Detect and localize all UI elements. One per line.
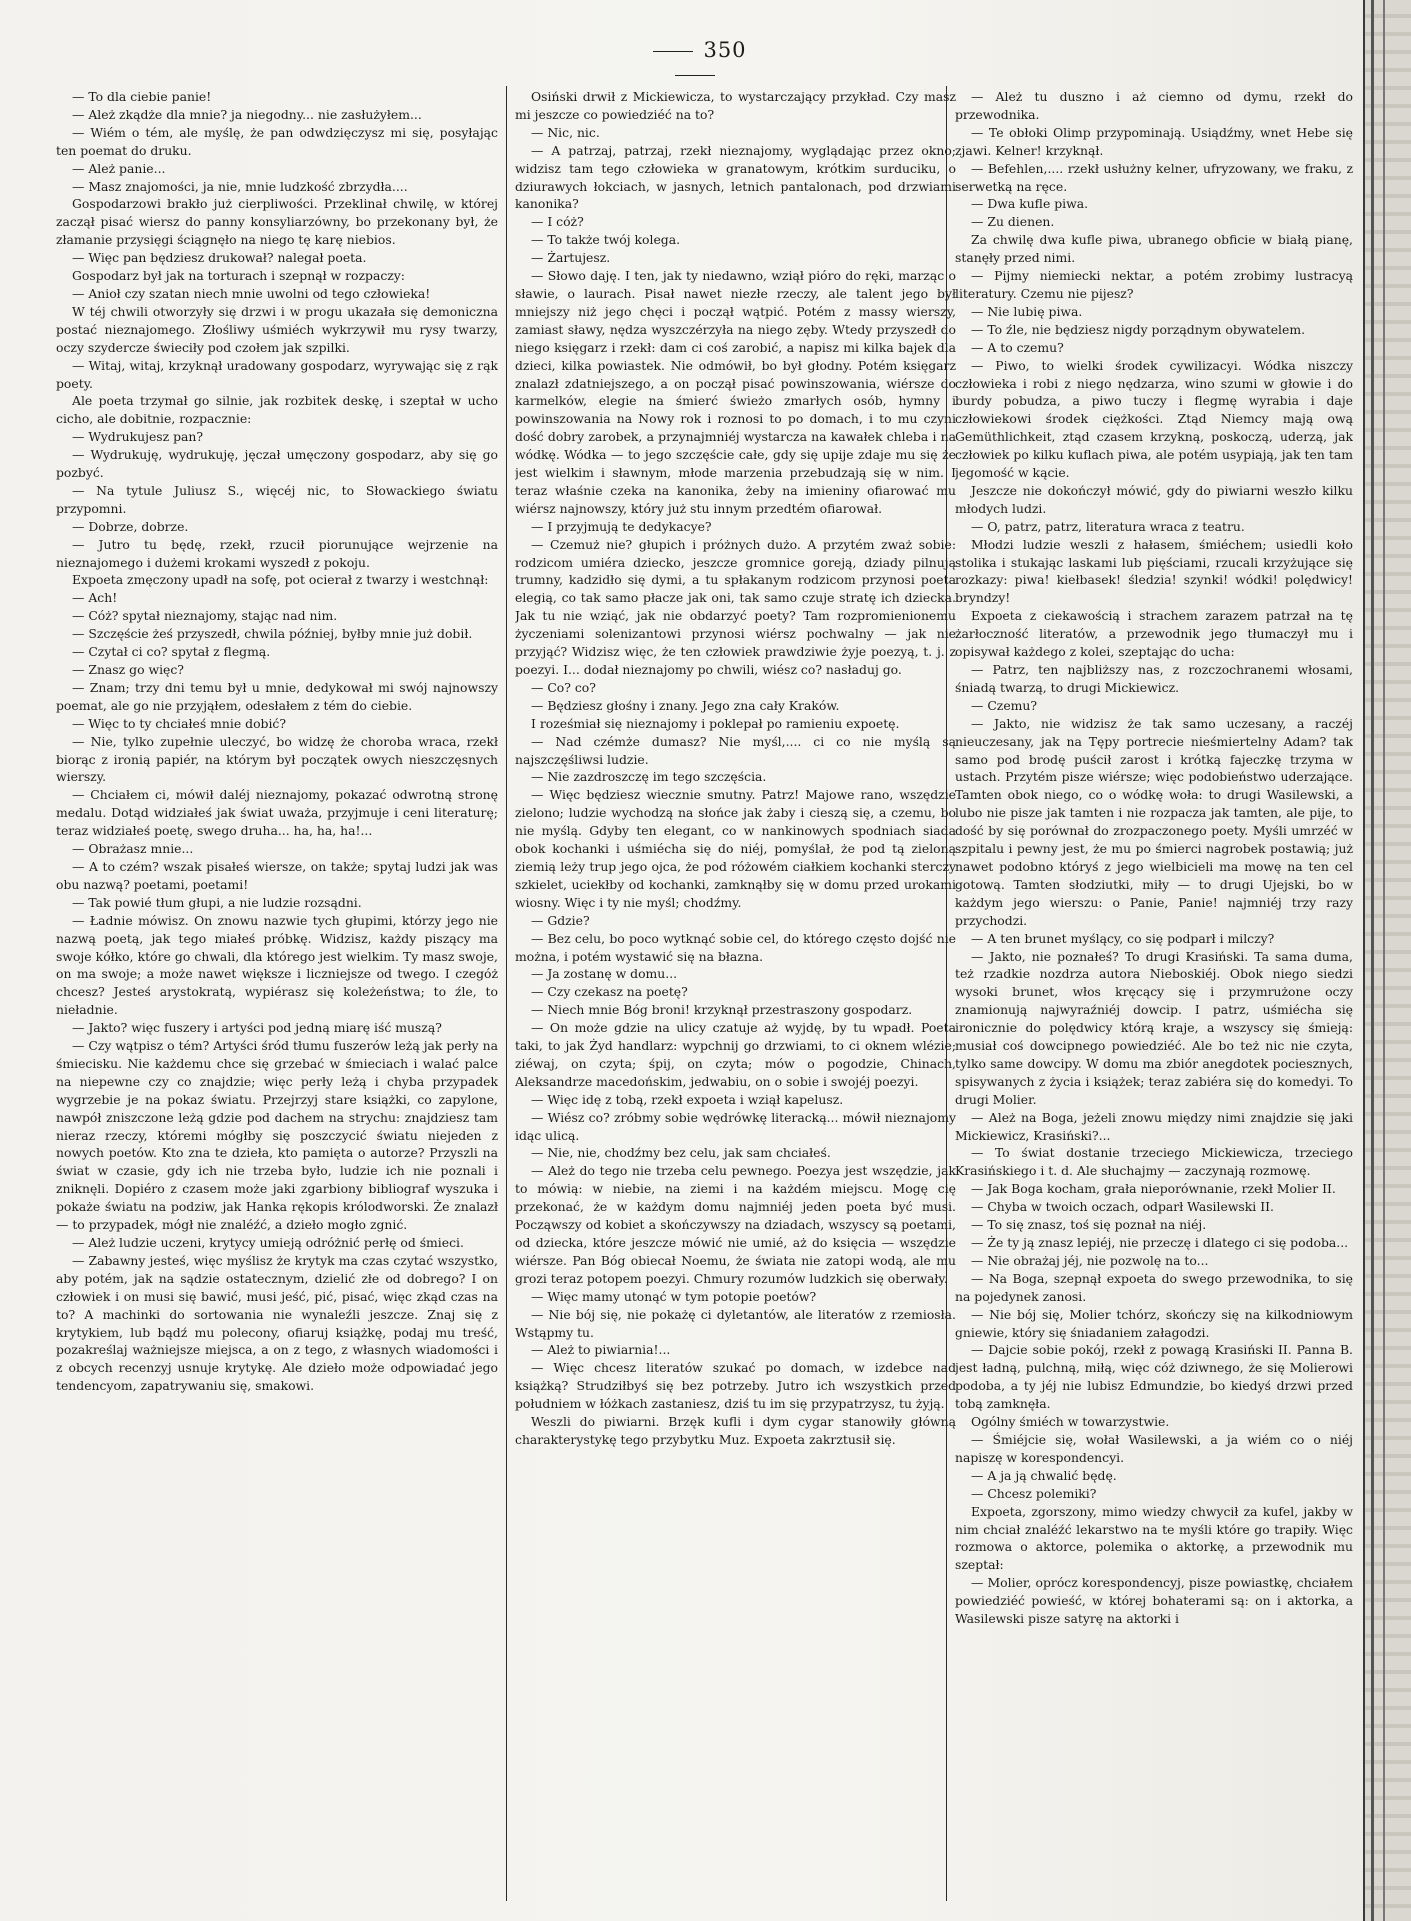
- paragraph: — Ależ zkądże dla mnie? ja niegodny... nie zasłużyłem...: [72, 106, 422, 122]
- paragraph: — Gdzie?: [531, 912, 590, 928]
- paragraph: — Patrz, ten najbliższy nas, z rozczochranemi włosami, śniadą twarzą, to drugi Mickiewicz.: [955, 662, 1353, 695]
- paragraph: — Ależ panie...: [72, 160, 166, 176]
- paragraph: — Piwo, to wielki środek cywilizacyi. Wódka niszczy człowieka i robi z niego nędzarza, wino szumi w głowie i do burdy pobudza, a piwo tuczy i flegmę wyrabia i daje człowiekowi środek ciężkości. Ztąd Niemcy mają ową Gemüthlichkeit, ztąd czasem krzykną, poskoczą, uderzą, jak człowiek po kilku kuflach piwa, ale potém usypiają, jak ten tam jegomość w kącie.: [955, 357, 1353, 481]
- paragraph: — A to czém? wszak pisałeś wiersze, on także; spytaj ludzi jak was obu nazwą? poetami, poetami!: [56, 858, 498, 892]
- paragraph: — Będziesz głośny i znany. Jego zna cały Kraków.: [531, 697, 840, 713]
- paragraph: — Czemu?: [971, 697, 1038, 713]
- text-column-2: [515, 88, 956, 1903]
- paragraph: — O, patrz, patrz, literatura wraca z teatru.: [971, 518, 1245, 534]
- paragraph: — I cóż?: [531, 214, 584, 230]
- paragraph: — Bez celu, bo poco wytknąć sobie cel, do którego często dojść nie można, i potém wystawić się na błazna.: [515, 930, 956, 964]
- paragraph: Ogólny śmiéch w towarzystwie.: [971, 1414, 1170, 1430]
- paragraph: — Czytał ci co? spytał z flegmą.: [72, 644, 271, 660]
- paragraph: — Jakto, nie poznałeś? To drugi Krasiński. Ta sama duma, też rzadkie nozdrza autora Nieboskiéj. Obok niego siedzi wysoki brunet, włos kręcący się i przymrużone oczy znamionują najwyraźniéj dowcip. I patrz, uśmiécha się ironicznie do polędwicy którą kraje, a wszyscy się śmieją: musiał coś dowcipnego powiedziéć. Ale bo też nic nie czyta, tylko same dowcipy. W domu ma zbiór anegdotek pociesznych, spisywanych z życia i książek; teraz zabiéra się do komedyi. To drugi Molier.: [955, 948, 1353, 1107]
- paragraph: — Nie zazdroszczę im tego szczęścia.: [531, 769, 767, 785]
- paragraph: — Dobrze, dobrze.: [72, 518, 189, 534]
- paragraph: — Znam; trzy dni temu był u mnie, dedykował mi swój najnowszy poemat, ale go nie przyjąłem, odesłałem z tém do ciebie.: [56, 679, 498, 713]
- paragraph: — Wydrukuję, wydrukuję, jęczał umęczony gospodarz, aby się go pozbyć.: [56, 447, 498, 481]
- paragraph: — Chciałem ci, mówił daléj nieznajomy, pokazać odwrotną stronę medalu. Dotąd widziałeś jak świat uważa, przyjmuje i ceni literaturę; teraz widziałeś poetę, swego druha... ha, ha, ha!...: [56, 787, 498, 839]
- paragraph: — Ależ ludzie uczeni, krytycy umieją odróżnić perłę od śmieci.: [72, 1235, 464, 1250]
- paragraph: — Więc chcesz literatów szukać po domach, w izdebce nad książką? Strudziłbyś się bez potrzeby. Jutro ich wszystkich przed południem w łóżkach zastaniesz, dziś tu im się przypatrzysz, tu żyją.: [515, 1360, 956, 1412]
- paragraph: — Nie, tylko zupełnie uleczyć, bo widzę że choroba wraca, rzekł biorąc z ironią papiér, na którym był początek owych nieszczęsnych wierszy.: [56, 733, 498, 785]
- paragraph: — Ależ na Boga, jeżeli znowu między nimi znajdzie się jaki Mickiewicz, Krasiński?...: [955, 1109, 1353, 1143]
- paragraph: — Więc to ty chciałeś mnie dobić?: [72, 715, 287, 731]
- paragraph: Młodzi ludzie weszli z hałasem, śmiéchem; usiedli koło stolika i stukając laskami lub pięściami, rzucali krzyżujące się rozkazy: piwa! kiełbasek! śledzia! szynki! wódki! polędwicy! bryndzy!: [955, 536, 1353, 606]
- book-binding-edge: [1363, 0, 1411, 1921]
- paragraph: — Dwa kufle piwa.: [971, 196, 1089, 212]
- paragraph: — A to czemu?: [971, 339, 1064, 355]
- paragraph: — Nie bój się, nie pokażę ci dyletantów, ale literatów z rzemiosła. Wstąpmy tu.: [515, 1306, 956, 1340]
- paragraph: — Ja zostanę w domu...: [531, 966, 678, 982]
- paragraph: — Befehlen,.... rzekł usłużny kelner, ufryzowany, we fraku, z serwetką na ręce.: [955, 160, 1353, 194]
- paragraph: — Jak Boga kocham, grała nieporównanie, rzekł Molier II.: [971, 1181, 1336, 1197]
- paragraph: Osiński drwił z Mickiewicza, to wystarczający przykład. Czy masz mi jeszcze co powiedziéć na to?: [515, 89, 956, 122]
- paragraph: — Witaj, witaj, krzyknął uradowany gospodarz, wyrywając się z rąk poety.: [56, 357, 498, 391]
- paragraph: — Więc będziesz wiecznie smutny. Patrz! Majowe rano, wszędzie zielono; ludzie wychodzą na słońce jak żaby i cieszą się, a czemu, bo nie myślą. Gdyby ten elegant, co w nankinowych spodniach siada obok kochanki i uśmiécha się do niéj, pomyślał, że pod tą zieloną ziemią leży trup jego ojca, że pod różowém ciałkiem kochanki sterczy szkielet, uciekłby od kochanki, zamknąłby się w domu przed urokami wiosny. Więc i ty nie myśl; chodźmy.: [515, 787, 956, 910]
- paragraph: — A patrzaj, patrzaj, rzekł nieznajomy, wyglądając przez okno; widzisz tam tego człowieka w granatowym, krótkim surduciku, o dziurawych łokciach, w jasnych, letnich pantalonach, pod drzwiami kanonika?: [515, 142, 956, 212]
- paragraph: — To źle, nie będziesz nigdy porządnym obywatelem.: [971, 321, 1306, 337]
- paragraph: — Że ty ją znasz lepiéj, nie przeczę i dlatego ci się podoba...: [971, 1235, 1349, 1250]
- paragraph: — Wydrukujesz pan?: [72, 429, 204, 445]
- paragraph: — Czemuż nie? głupich i próżnych dużo. A przytém zważ sobie: rodzicom umiéra dziecko, jeszcze gromnice goreją, dziady pilnują trumny, kadzidło się dymi, a tu spłakanym rodzicom przynosi poeta elegią, co tak samo płacze jak oni, tak samo czuje stratę ich dziecka. Jak tu nie wziąć, jak nie obdarzyć poety? Tam rozpromienionemu życzeniami solenizantowi przynosi wiérsz pochwalny — jak nie przyjąć? Widzisz więc, że ten człowiek prawdziwie żyje poezyą, t. j. z poezyi. I... dodał nieznajomy po chwili, wiész co? nasładuj go.: [515, 536, 956, 677]
- paragraph: — Zabawny jesteś, więc myślisz że krytyk ma czas czytać wszystko, aby potém, jak na sądzie ostatecznym, dzielić złe od dobrego? I on człowiek i on musi się bawić, musi jeść, pić, pisać, więc zkąd czas na to? A machinki do sortowania nie wynaleźli jeszcze. Znaj się z krytykiem, lub bądź mu polecony, ofiaruj książkę, podaj mu treść, pozakreślaj ważniejsze miejsca, a on z tego, z własnych wiadomości i z obcych recenzyj usnuje krytykę. Ale dzieło może odpowiadać jego tendencyom, zapatrywaniu się, smakowi.: [56, 1252, 498, 1394]
- paragraph: — Nic, nic.: [531, 124, 600, 140]
- paragraph: — Pijmy niemiecki nektar, a potém zrobimy lustracyą literatury. Czemu nie pijesz?: [955, 268, 1353, 301]
- column-rule-1: [506, 86, 507, 1901]
- paragraph: Ale poeta trzymał go silnie, jak rozbitek deskę, i szeptał w ucho cicho, ale dobitnie, rozpacznie:: [56, 393, 498, 427]
- paragraph: — Ależ tu duszno i aż ciemno od dymu, rzekł do przewodnika.: [955, 89, 1353, 122]
- paragraph: — Zu dienen.: [971, 214, 1055, 230]
- paragraph: — A ja ją chwalić będę.: [971, 1467, 1117, 1483]
- paragraph: — Obrażasz mnie...: [72, 841, 194, 857]
- paragraph: — Ależ to piwiarnia!...: [531, 1342, 671, 1358]
- paragraph: Gospodarzowi brakło już cierpliwości. Przeklinał chwilę, w której zaczął pisać wiersz do panny konsyliarzówny, bo przekonany był, że złamanie przysięgi ściągnęło na niego tę karę niebios.: [56, 196, 498, 248]
- paragraph: — Nie bój się, Molier tchórz, skończy się na kilkodniowym gniewie, który się śniadaniem załagodzi.: [955, 1306, 1353, 1340]
- paragraph: — Nie obrażaj jéj, nie pozwolę na to...: [971, 1252, 1209, 1268]
- paragraph: — To świat dostanie trzeciego Mickiewicza, trzeciego Krasińskiego i t. d. Ale słuchajmy — zaczynają rozmowę.: [955, 1145, 1353, 1179]
- paragraph: — Jutro tu będę, rzekł, rzucił piorunujące wejrzenie na nieznajomego i dużemi krokami wyszedł z pokoju.: [56, 536, 498, 570]
- paragraph: — Śmiéjcie się, wołał Wasilewski, a ja wiém co o niéj napiszę w korespondencyi.: [955, 1431, 1353, 1465]
- paragraph: Expoeta, zgorszony, mimo wiedzy chwycił za kufel, jakby w nim chciał znaléźć lekarstwo na te myśli które go trapiły. Więc rozmowa o aktorce, polemika o aktorkę, a przewodnik mu szeptał:: [955, 1503, 1353, 1573]
- paragraph: — Na Boga, szepnął expoeta do swego przewodnika, to się na pojedynek zanosi.: [955, 1270, 1353, 1304]
- paragraph: — I przyjmują te dedykacye?: [531, 518, 712, 534]
- paragraph: Za chwilę dwa kufle piwa, ubranego obficie w białą pianę, stanęły przed nimi.: [955, 232, 1353, 266]
- paragraph: — Czy wątpisz o tém? Artyści śród tłumu fuszerów leżą jak perły na śmiecisku. Nie każdemu chce się grzebać w śmieciach i walać palce na niepewne czy co znajdzie; więc perły leżą i chyba przypadek wygrzebie je na pokaz światu. Przejrzyj stare książki, co zapylone, nawpół zniszczone leżą gdzie pod dachem na strychu: znajdziesz tam nieraz rzeczy, któremi mógłby się poszczycić światu niejeden z nowych poetów. Kto zna te dzieła, kto pamięta o autorze? Przyszli na świat w czasie, gdy ich nie trzeba było, ludzie ich nie poznali i zniknęli. Dopiéro z czasem może jaki zgarbiony bibliograf wyszuka i pokaże światu na podziw, jak Hanka rękopis królodworski. Że znalazł — to przypadek, mógł nie znaléźć, a dzieło mogło zgnić.: [56, 1038, 498, 1233]
- paragraph: — Więc idę z tobą, rzekł expoeta i wziął kapelusz.: [531, 1091, 844, 1107]
- paragraph: Expoeta zmęczony upadł na sofę, pot ocierał z twarzy i westchnął:: [72, 572, 489, 588]
- page-number: 350: [620, 38, 770, 86]
- text-column-1: [56, 88, 498, 1903]
- paragraph: — Wiész co? zróbmy sobie wędrówkę literacką... mówił nieznajomy idąc ulicą.: [515, 1109, 956, 1143]
- paragraph: — Ależ do tego nie trzeba celu pewnego. Poezya jest wszędzie, jak to mówią: w niebie, na ziemi i na każdém miejscu. Mogę cię przekonać, że w każdym domu najmniéj jeden poeta być musi. Począwszy od kobiet a skończywszy na dziadach, wszyscy są poetami, od dziecka, które jeszcze mówić nie umié, aż do księcia — wszędzie wiérsze. Pan Bóg obiecał Noemu, że świata nie zatopi wodą, ale mu grozi teraz potopem poezyi. Chmury rozumów ludzkich się oberwały.: [515, 1163, 956, 1286]
- paragraph: — Cóż? spytał nieznajomy, stając nad nim.: [72, 608, 338, 624]
- paragraph: — Na tytule Juliusz S., więcéj nic, to Słowackiego światu przypomni.: [56, 482, 498, 516]
- paragraph: — To także twój kolega.: [531, 232, 681, 248]
- paragraph: — A ten brunet myślący, co się podparł i milczy?: [971, 930, 1275, 946]
- paragraph: — Żartujesz.: [531, 250, 611, 266]
- paragraph: — Anioł czy szatan niech mnie uwolni od tego człowieka!: [72, 285, 431, 301]
- paragraph: — Szczęście żeś przyszedł, chwila później, byłby mnie już dobił.: [72, 626, 473, 642]
- paragraph: — Czy czekasz na poetę?: [531, 984, 688, 1000]
- paragraph: Gospodarz był jak na torturach i szepnął w rozpaczy:: [72, 268, 405, 284]
- paragraph: I roześmiał się nieznajomy i poklepał po ramieniu expoetę.: [531, 715, 900, 731]
- paragraph: Jeszcze nie dokończył mówić, gdy do piwiarni weszło kilku młodych ludzi.: [955, 482, 1353, 516]
- paragraph: — To dla ciebie panie!: [72, 89, 212, 104]
- paragraph: — Więc pan będziesz drukował? nalegał poeta.: [72, 250, 367, 266]
- paragraph: Weszli do piwiarni. Brzęk kufli i dym cygar stanowiły główną charakterystykę tego przybytku Muz. Expoeta zakrztusił się.: [515, 1414, 956, 1447]
- paragraph: — Nie, nie, chodźmy bez celu, jak sam chciałeś.: [531, 1145, 831, 1161]
- paragraph: — Jakto, nie widzisz że tak samo uczesany, a raczéj nieuczesany, jak na Tępy portrecie nieśmiertelny Adam? tak samo pod brodę puścił zarost i krótką fajeczkę trzyma w ustach. Przytém pisze wiérsze; więc podobieństwo uderzające. Tamten obok niego, co o wódkę woła: to drugi Wasilewski, a lubo nie pisze jak tamten i nie rozpacza jak tamten, ale pije, to dość by się porównał do zrozpaczonego poety. Myśli umrzéć w szpitalu i pewny jest, że mu po śmierci nagrobek postawią; już nawet podobno któryś z jego wielbicieli ma mowę na ten cel gotową. Tamten słodziutki, miły — to drugi Ujejski, bo w każdym jego wierszu: o Panie, Panie! najmniéj trzy razy przychodzi.: [955, 715, 1353, 928]
- paragraph: — Nie lubię piwa.: [971, 303, 1083, 319]
- paragraph: — Wiém o tém, ale myślę, że pan odwdzięczysz mi się, posyłając ten poemat do druku.: [56, 124, 498, 158]
- paragraph: — Chcesz polemiki?: [971, 1485, 1097, 1501]
- paragraph: — Znasz go więc?: [72, 662, 184, 677]
- paragraph: — Jakto? więc fuszery i artyści pod jedną miarę iść muszą?: [72, 1020, 442, 1036]
- paragraph: — Słowo daję. I ten, jak ty niedawno, wziął pióro do ręki, marząc o sławie, o laurach. Pisał nawet niezłe rzeczy, ale talent jego był mniejszy niż jego chęci i począł wątpić. Potém z massy wierszy, zamiast sławy, nędza wyszczérzyła na niego zęby. Wtedy przyszedł do niego księgarz i rzekł: dam ci coś zarobić, a napisz mi kilka bajek dla dzieci, kilka powiastek. Nie odmówił, bo był głodny. Potém księgarz znalazł zdatniejszego, a on począł pisać powinszowania, wiérsze do karmelków, elegie na śmierć świeżo zmarłych osób, hymny i powinszowania na Nowy rok i roznosi to po domach, i to mu czyni dość dobry zarobek, a przynajmniéj wystarcza na kawałek chleba i na wódkę. Wódka — to jego szczęście całe, gdy się upije zdaje mu się że jest wielkim i sławnym, młode marzenia przebudzają się w nim. I teraz właśnie czeka na kanonika, żeby na imieniny ofiarować mu wiérsz najnowszy, który już stu innym przedtém ofiarował.: [515, 268, 956, 516]
- paragraph: — Ładnie mówisz. On znowu nazwie tych głupimi, którzy jego nie nazwą poetą, jak tego miałeś próbkę. Widzisz, każdy piszący ma swoje kółko, które go chwali, dla którego jest wielkim. Ty masz swoje, on ma swoje; a może nawet większe i liczniejsze od twego. I czegóż chcesz? Jesteś arystokratą, wypiérasz się koleżeństwa; to źle, to nieładnie.: [56, 912, 498, 1018]
- paragraph: — Masz znajomości, ja nie, mnie ludzkość zbrzydła....: [72, 178, 408, 194]
- paragraph: — To się znasz, toś się poznał na niéj.: [971, 1217, 1207, 1233]
- paragraph: — Niech mnie Bóg broni! krzyknął przestraszony gospodarz.: [531, 1002, 913, 1018]
- paragraph: — Tak powié tłum głupi, a nie ludzie rozsądni.: [72, 894, 362, 910]
- paragraph: Expoeta z ciekawością i strachem zarazem patrzał na tę żarłoczność literatów, a przewodnik jego tłumaczył mu i opisywał każdego z kolei, szeptając do ucha:: [955, 608, 1353, 660]
- paragraph: — Te obłoki Olimp przypominają. Usiądźmy, wnet Hebe się zjawi. Kelner! krzyknął.: [955, 124, 1353, 158]
- paragraph: — Ach!: [72, 590, 118, 606]
- paragraph: — Nad czémże dumasz? Nie myśl,.... ci co nie myślą są najszczęśliwsi ludzie.: [515, 733, 956, 767]
- paragraph: — Dajcie sobie pokój, rzekł z powagą Krasiński II. Panna B. jest ładną, pulchną, miłą, więc cóż dziwnego, że się Molierowi podoba, a ty jéj nie lubisz Edmundzie, bo kiedyś drzwi przed tobą zamknęła.: [955, 1342, 1353, 1412]
- text-column-3: [955, 88, 1353, 1903]
- paragraph: — Molier, oprócz korespondencyj, pisze powiastkę, chciałem powiedziéć powieść, w której bohaterami są: on i aktorka, a Wasilewski pisze satyrę na aktorki i: [955, 1575, 1353, 1627]
- paragraph: — Chyba w twoich oczach, odparł Wasilewski II.: [971, 1199, 1274, 1215]
- paragraph: — On może gdzie na ulicy czatuje aż wyjdę, by tu wpadł. Poeta taki, to jak Żyd handlarz: wypchnij go drzwiami, to ci oknem wlézie; ziéwaj, on czyta; śpij, on czyta; mów o pogodzie, Chinach, Aleksandrze macedońskim, jedwabiu, on o sobie i swojéj poezyi.: [515, 1020, 956, 1089]
- paragraph: — Co? co?: [531, 679, 596, 695]
- paragraph: — Więc mamy utonąć w tym potopie poetów?: [531, 1288, 817, 1304]
- paragraph: W téj chwili otworzyły się drzwi i w progu ukazała się demoniczna postać nieznajomego. Złośliwy uśmiéch wykrzywił mu rysy twarzy, oczy szydercze świeciły pod czołem jak szpilki.: [56, 303, 498, 355]
